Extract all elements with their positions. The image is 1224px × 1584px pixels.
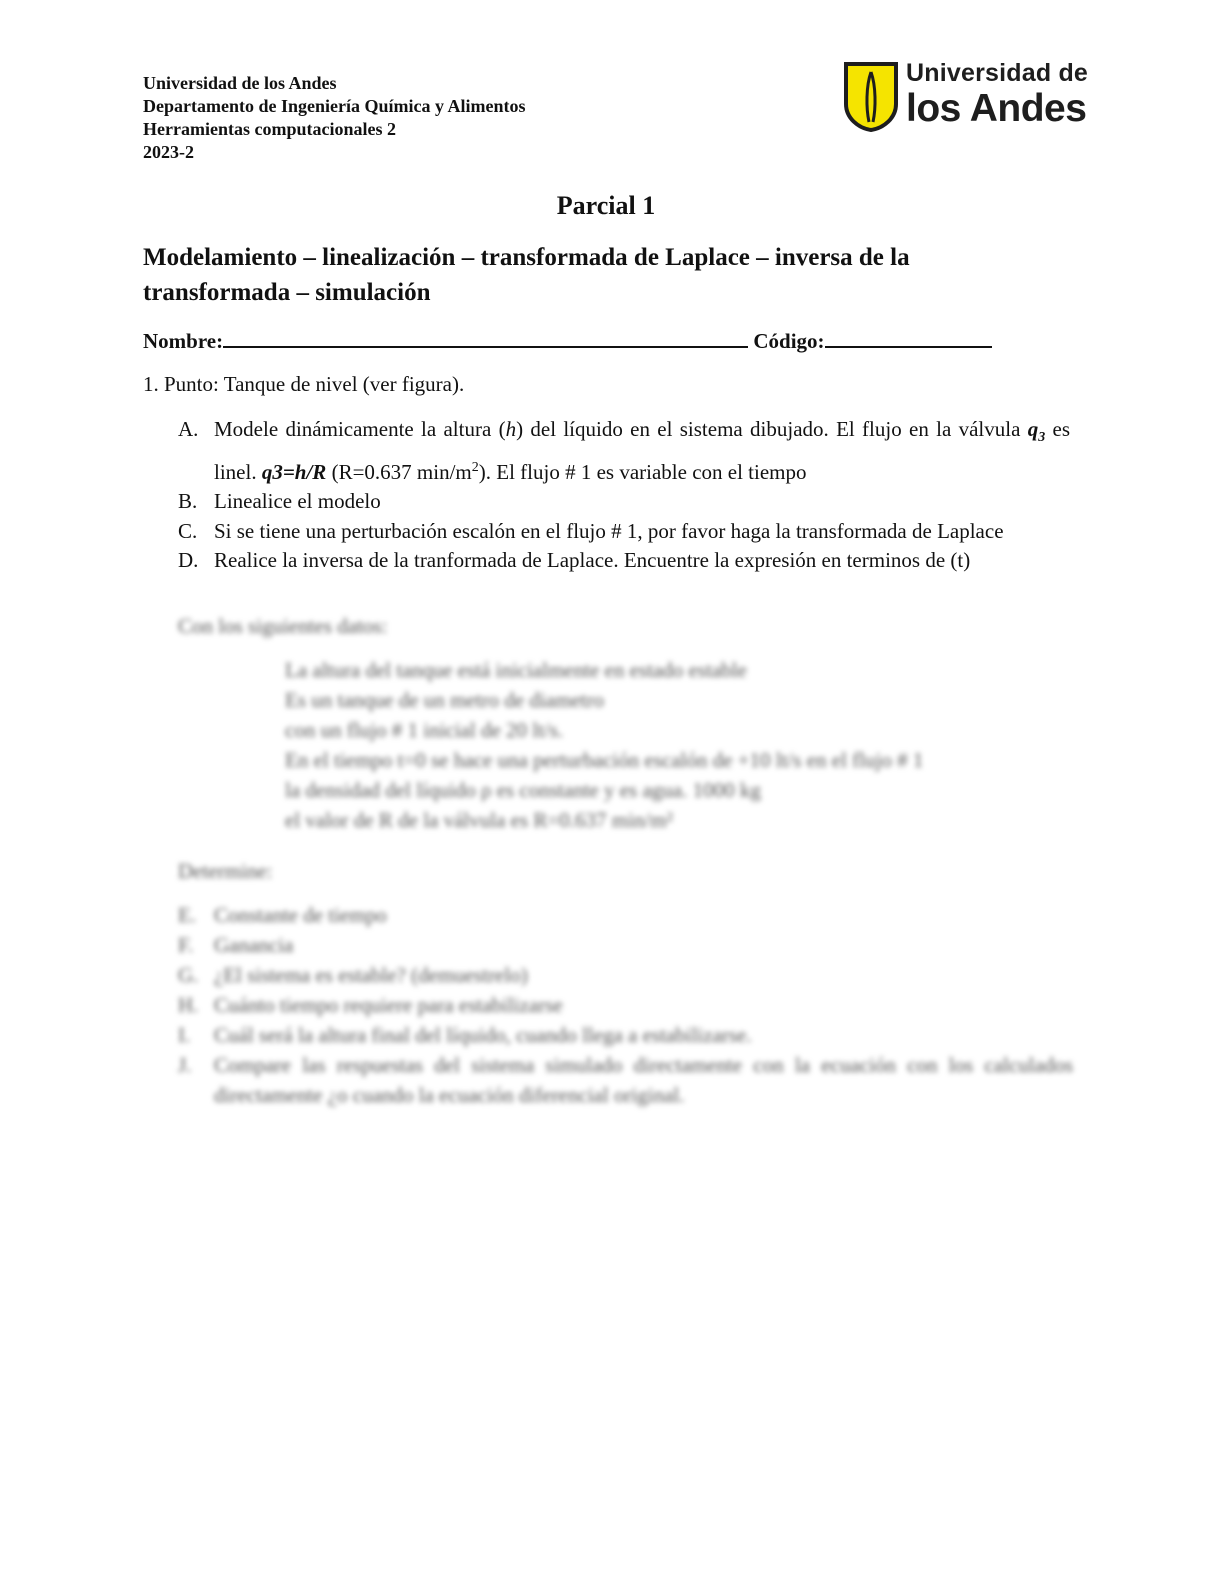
item-letter: H. [178, 993, 199, 1017]
subscript-3: 3 [1038, 430, 1046, 446]
university-logo [840, 58, 1089, 136]
question-items-list [178, 415, 1070, 576]
list-item [178, 960, 1073, 990]
item-letter: G. [178, 963, 199, 987]
question-1-heading: 1. Punto: Tanque de nivel (ver figura). [143, 372, 465, 396]
item-text: Ganancia [214, 933, 294, 957]
list-item [178, 1020, 1073, 1050]
list-item [178, 546, 1070, 576]
item-letter: D. [178, 548, 199, 573]
exam-subtitle: Modelamiento – linealización – transformada de Laplace – inversa de la transformada – simulación [143, 244, 910, 306]
item-letter: A. [178, 417, 199, 441]
item-text: ) del líquido en el sistema dibujado. El flujo en la válvula [516, 417, 1028, 441]
item-letter: E. [178, 903, 197, 927]
exam-title: Parcial 1 [556, 191, 656, 220]
logo-line-1: Universidad de [906, 59, 1089, 87]
item-text: ). El flujo # 1 es variable con el tiempo [478, 459, 807, 484]
item-text: es linel. [214, 417, 1070, 484]
document-header [143, 72, 525, 164]
blurred-data-line: el valor de R de la válvula es R=0.637 min/m² [285, 808, 673, 832]
item-text: Cuánto tiempo requiere para estabilizarse [214, 993, 563, 1017]
header-department: Departamento de Ingeniería Química y Alimentos [143, 96, 526, 116]
item-text: Constante de tiempo [214, 903, 387, 927]
list-item [178, 990, 1073, 1020]
item-text: Modele dinámicamente la altura ( [214, 417, 506, 441]
item-text: (R=0.637 min/m [326, 459, 472, 484]
name-label: Nombre: [143, 329, 224, 353]
header-course: Herramientas computacionales 2 [143, 119, 396, 139]
item-letter: B. [178, 489, 198, 514]
list-item [178, 930, 1073, 960]
logo-shield-icon [842, 60, 900, 132]
item-text: Si se tiene una perturbación escalón en el flujo # 1, por favor haga la transformada de Laplace [214, 518, 1004, 543]
list-item [178, 1050, 1073, 1110]
item-letter: C. [178, 518, 198, 543]
list-item [178, 415, 1070, 487]
item-text: Linealice el modelo [214, 489, 381, 514]
logo-wordmark [906, 58, 1088, 130]
blurred-items-list [178, 900, 1073, 1110]
blurred-data-block [285, 655, 1005, 835]
blurred-data-line: la densidad del líquido ρ es constante y es agua. 1000 kg [285, 778, 761, 802]
code-label: Código: [753, 329, 825, 353]
item-letter: I. [178, 1023, 191, 1047]
item-text: Cuál será la altura final del líquido, cuando llega a estabilizarse. [214, 1023, 752, 1047]
item-text: Realice la inversa de la tranformada de Laplace. Encuentre la expresión en terminos de (t) [214, 548, 971, 573]
superscript-2: 2 [471, 459, 479, 475]
item-text: Compare las respuestas del sistema simulado directamente con la ecuación con los calculados directamente ¿o cuando la ecuación diferencial original. [214, 1053, 1073, 1107]
formula: q3=h/R [261, 459, 327, 484]
variable-h: h [505, 417, 517, 441]
name-blank-field[interactable] [223, 326, 748, 348]
item-letter: J. [178, 1053, 192, 1077]
blurred-data-intro: Con los siguientes datos: [178, 614, 388, 638]
header-university: Universidad de los Andes [143, 73, 337, 93]
code-blank-field[interactable] [825, 326, 992, 348]
logo-line-2: los Andes [906, 87, 1087, 130]
item-text: ¿El sistema es estable? (demuestrelo) [214, 963, 528, 987]
list-item [178, 487, 1070, 517]
item-letter: F. [178, 933, 194, 957]
header-term: 2023-2 [143, 142, 194, 162]
list-item [178, 900, 1073, 930]
variable-q: q [1027, 417, 1039, 441]
student-info-line [143, 326, 992, 355]
blurred-data-line: Es un tanque de un metro de diametro [285, 688, 604, 712]
list-item [178, 517, 1070, 547]
blurred-data-line: con un flujo # 1 inicial de 20 lt/s. [285, 718, 564, 742]
blurred-determine-heading: Determine: [178, 859, 273, 883]
blurred-data-line: En el tiempo t=0 se hace una perturbación escalón de +10 lt/s en el flujo # 1 [285, 748, 924, 772]
blurred-data-line: La altura del tanque está inicialmente en estado estable [285, 658, 747, 682]
